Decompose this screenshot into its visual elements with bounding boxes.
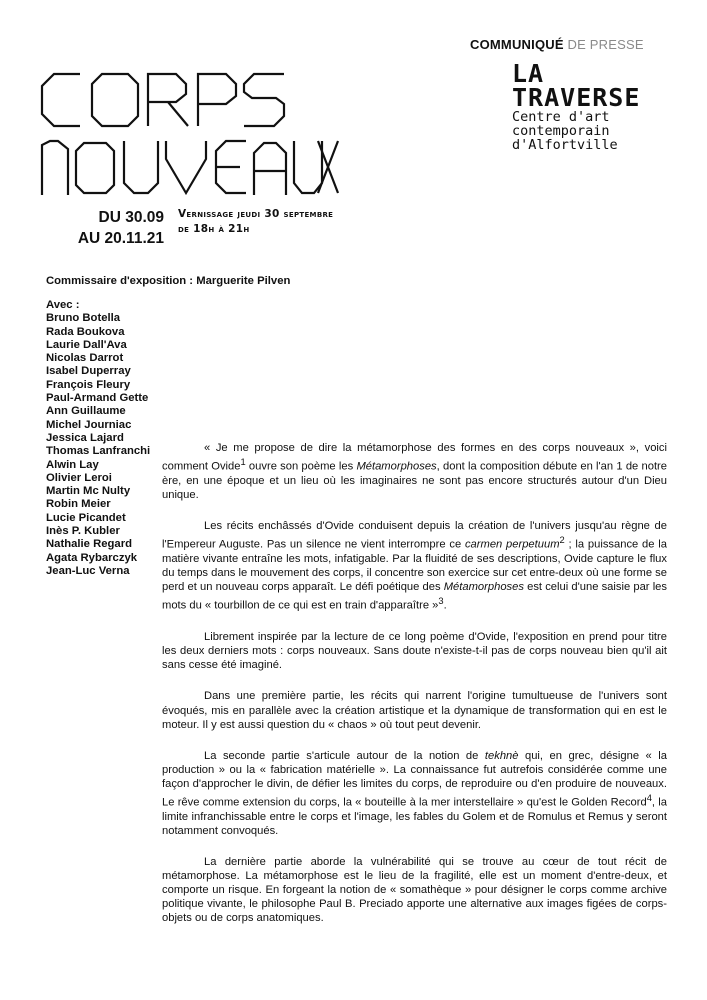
communique-sub: DE PRESSE [567, 37, 644, 52]
artist-name: Nicolas Darrot [46, 352, 124, 365]
press-release-label [470, 37, 644, 52]
text-span: , dont la composition débute en l'an 1 de notre ère, en une époque et un lieu où les imaginaires ne sont pas encore structurés autour d'un Dieu unique. [162, 460, 668, 502]
footnote-ref: 1 [240, 457, 246, 468]
artist-name: Ann Guillaume [46, 405, 126, 418]
curator-line: Commissaire d'exposition : Marguerite Pilven [46, 275, 291, 287]
date-from: DU 30.09 [98, 209, 164, 226]
date-to: AU 20.11.21 [77, 230, 164, 247]
communique-main: COMMUNIQUÉ [470, 37, 564, 52]
title-letter-r [148, 74, 188, 126]
body-paragraph-3: Librement inspirée par la lecture de ce long poème d'Ovide, l'exposition en prend pour titre les deux derniers mots : corps nouveaux. Sans doute n'existe-t-il pas de corps nouveau bien qu'il ait sans cesse été imaginé. [162, 631, 667, 672]
artist-name: Lucie Picandet [46, 511, 126, 524]
text-span: est celui d'une saisie par les mots du « tourbillon de ce qui est en train d'apparaître » [162, 581, 667, 613]
artist-name: Rada Boukova [46, 325, 125, 338]
footnote-ref: 3 [438, 596, 444, 607]
italic-term: carmen perpetuum [464, 538, 560, 551]
opening-hours: de 18h à 21h [178, 223, 250, 235]
artist-name: Laurie Dall'Ava [46, 338, 127, 351]
body-paragraph-2 [162, 519, 667, 613]
italic-title: Métamorphoses [443, 581, 524, 594]
logo-line-traverse: TRAVERSE [512, 83, 641, 112]
artist-name: Michel Journiac [46, 418, 132, 431]
press-release-body [162, 441, 667, 942]
italic-title: Métamorphoses [356, 460, 437, 473]
logo-line-la: LA [512, 59, 545, 88]
logo-tagline-1: Centre d'art [512, 109, 610, 125]
artist-name: Isabel Duperray [46, 365, 131, 378]
text-span: « Je me propose de dire la métamorphose des formes en des corps nouveaux », voici comment Ovide [162, 442, 667, 473]
footnote-ref: 2 [559, 535, 565, 546]
italic-term: tekhnè [484, 749, 519, 762]
footnote-ref: 4 [646, 792, 652, 803]
title-letter-o [92, 74, 138, 126]
logo-tagline-2: contemporain [512, 123, 610, 139]
text-span: La seconde partie s'articule autour de la notion de [204, 749, 485, 762]
title-letter-e [216, 141, 246, 193]
artist-name: Paul-Armand Gette [46, 392, 149, 405]
artist-name: Agata Rybarczyk [46, 551, 138, 564]
artist-name: Alwin Lay [46, 458, 99, 471]
exhibition-dates [46, 207, 164, 249]
opening-info [178, 207, 333, 237]
text-span: ; la puissance de la matière vivante entraîne les mots, infatigable. Par la fluidité de ses descriptions, Ovide capture le flux du temps dans le mouvement des corps, il concentre son exercice sur cet entre-deux où une forme se perd et un nouveau corps apparaît. Le défi poétique des [162, 538, 667, 594]
title-letter-a [254, 143, 286, 195]
la-traverse-logo [512, 59, 682, 153]
artist-name: Thomas Lanfranchi [46, 445, 151, 458]
title-letter-n [42, 141, 68, 195]
artist-name: Olivier Leroi [46, 471, 112, 484]
title-letter-o2 [76, 143, 114, 193]
body-paragraph-4: Dans une première partie, les récits qui narrent l'origine tumultueuse de l'univers sont évoqués, mis en parallèle avec la création artistique et la dynamique de transformation qui en est le moteur. Il y est aussi question du « chaos » où tout peut devenir. [162, 690, 667, 731]
title-line-corps [40, 70, 290, 132]
text-span: ouvre son poème les [245, 460, 357, 473]
artist-name: Bruno Botella [46, 312, 121, 325]
artist-name: Martin Mc Nulty [46, 485, 131, 498]
title-letter-u2 [294, 141, 322, 193]
artist-name: Robin Meier [46, 498, 111, 511]
logo-tagline-3: d'Alfortville [512, 137, 618, 153]
artist-name: Jean-Luc Verna [46, 564, 130, 577]
opening-date: Vernissage jeudi 30 septembre [178, 208, 334, 220]
artist-name: Jessica Lajard [46, 431, 124, 444]
artist-name: Nathalie Regard [46, 538, 133, 551]
body-paragraph-1 [162, 441, 667, 502]
text-span: , la limite infranchissable entre le corps et l'image, les fables du Golem et de Romulus et Remus y seront notamment convoqués. [162, 796, 667, 837]
title-letter-p [198, 74, 236, 126]
title-letter-s [244, 74, 284, 126]
artist-name: Inès P. Kubler [46, 525, 120, 538]
body-paragraph-5 [162, 749, 667, 838]
text-span: Les récits enchâssés d'Ovide conduisent depuis la création de l'univers jusqu'au règne de l'Empereur Auguste. Pas un silence ne vient interrompre ce [162, 520, 667, 551]
artist-list [46, 299, 150, 578]
body-paragraph-6: La dernière partie aborde la vulnérabilité qui se trouve au cœur de tout récit de métamorphose. La métamorphose est le lieu de la fragilité, elle est un moment d'entre-deux, et comporte un risque. En forgeant la notion de « somathèque » pour désigner le corps comme archive politique vivante, le philosophe Paul B. Preciado apporte une alternative aux images figées de corps-objets ou de corps anatomiques. [162, 856, 667, 925]
text-span: qui, en grec, désigne « la production » ou la « fabrication matérielle ». La connaissance fut autrefois considérée comme une façon d'approcher le divin, de défier les limites du corps, de reproduire ou d'en produire de nouveaux. Le rêve comme extension du corps, la « bouteille à la mer interstellaire » qu'est le Golden Record [162, 749, 667, 809]
title-letter-c [42, 74, 80, 126]
title-letter-v [166, 141, 206, 193]
title-line-nouveaux [40, 137, 340, 199]
text-span: . [443, 600, 447, 613]
artist-list-heading: Avec : [46, 299, 80, 311]
artist-name: François Fleury [46, 378, 131, 391]
title-letter-u [124, 141, 158, 193]
